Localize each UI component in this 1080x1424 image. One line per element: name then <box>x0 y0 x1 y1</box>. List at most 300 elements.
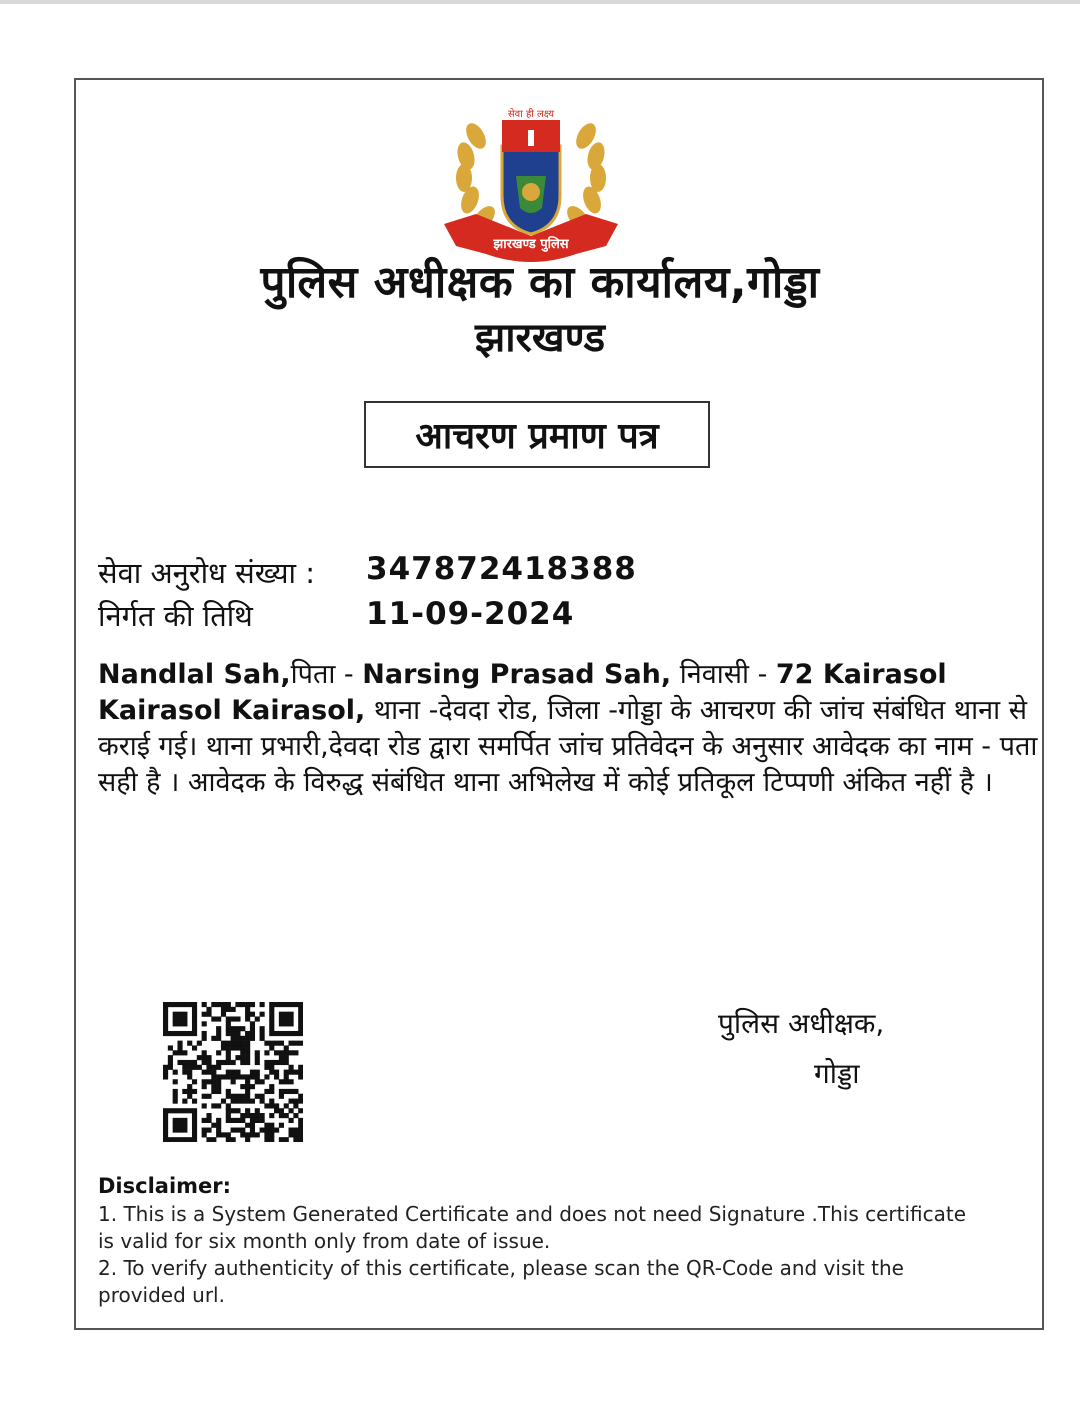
qr-module <box>173 1137 178 1142</box>
qr-module <box>202 1128 207 1133</box>
qr-module <box>279 1050 284 1055</box>
qr-module <box>274 1041 279 1046</box>
qr-module <box>264 1128 269 1133</box>
qr-module <box>293 1128 298 1133</box>
qr-module <box>284 1016 289 1021</box>
qr-module <box>192 1012 197 1017</box>
qr-module <box>182 1016 187 1021</box>
qr-module <box>250 1113 255 1118</box>
qr-module <box>187 1065 192 1070</box>
qr-module <box>221 1074 226 1079</box>
qr-module <box>284 1045 289 1050</box>
qr-module <box>202 1079 207 1084</box>
qr-module <box>255 1094 260 1099</box>
qr-module <box>240 1026 245 1031</box>
qr-module <box>226 1060 231 1065</box>
qr-module <box>211 1089 216 1094</box>
qr-module <box>274 1074 279 1079</box>
qr-module <box>284 1060 289 1065</box>
qr-module <box>226 1021 231 1026</box>
qr-module <box>182 1012 187 1017</box>
qr-module <box>173 1021 178 1026</box>
qr-module <box>235 1031 240 1036</box>
qr-module <box>182 1099 187 1104</box>
qr-module <box>260 1002 265 1007</box>
office-state: झारखण्ड <box>474 315 606 361</box>
qr-module <box>177 1108 182 1113</box>
qr-module <box>269 1060 274 1065</box>
qr-module <box>211 1065 216 1070</box>
qr-module <box>211 1123 216 1128</box>
qr-module <box>260 1026 265 1031</box>
qr-module <box>187 1041 192 1046</box>
qr-module <box>269 1002 274 1007</box>
qr-module <box>240 1045 245 1050</box>
qr-module <box>173 1099 178 1104</box>
qr-module <box>226 1031 231 1036</box>
qr-module <box>235 1128 240 1133</box>
qr-module <box>298 1021 303 1026</box>
qr-module <box>255 1050 260 1055</box>
qr-module <box>226 1045 231 1050</box>
qr-module <box>226 1002 231 1007</box>
qr-module <box>250 1002 255 1007</box>
qr-module <box>240 1050 245 1055</box>
qr-module <box>192 1045 197 1050</box>
qr-module <box>279 1012 284 1017</box>
qr-module <box>274 1031 279 1036</box>
qr-module <box>231 1108 236 1113</box>
qr-module <box>245 1055 250 1060</box>
qr-module <box>269 1031 274 1036</box>
qr-module <box>182 1118 187 1123</box>
qr-module <box>255 1079 260 1084</box>
qr-module <box>264 1060 269 1065</box>
qr-module <box>255 1060 260 1065</box>
qr-module <box>211 1103 216 1108</box>
qr-module <box>168 1060 173 1065</box>
qr-module <box>173 1016 178 1021</box>
qr-module <box>206 1012 211 1017</box>
qr-module <box>187 1137 192 1142</box>
qr-module <box>279 1055 284 1060</box>
qr-module <box>192 1065 197 1070</box>
qr-module <box>187 1094 192 1099</box>
qr-module <box>216 1016 221 1021</box>
qr-module <box>264 1103 269 1108</box>
qr-module <box>206 1070 211 1075</box>
qr-module <box>255 1118 260 1123</box>
qr-module <box>284 1055 289 1060</box>
qr-module <box>211 1137 216 1142</box>
qr-module <box>192 1128 197 1133</box>
qr-module <box>250 1012 255 1017</box>
qr-module <box>168 1137 173 1142</box>
qr-module <box>274 1128 279 1133</box>
qr-module <box>206 1128 211 1133</box>
qr-module <box>250 1132 255 1137</box>
qr-module <box>231 1036 236 1041</box>
qr-module <box>202 1012 207 1017</box>
qr-module <box>226 1132 231 1137</box>
qr-module <box>274 1108 279 1113</box>
qr-module <box>240 1041 245 1046</box>
qr-module <box>216 1050 221 1055</box>
qr-module <box>269 1016 274 1021</box>
qr-module <box>231 1094 236 1099</box>
father-name: Narsing Prasad Sah, <box>362 659 672 690</box>
qr-module <box>168 1045 173 1050</box>
qr-module <box>245 1016 250 1021</box>
qr-module <box>289 1016 294 1021</box>
qr-module <box>245 1099 250 1104</box>
qr-module <box>298 1137 303 1142</box>
qr-module <box>245 1002 250 1007</box>
qr-module <box>279 1137 284 1142</box>
qr-module <box>216 1026 221 1031</box>
qr-module <box>293 1137 298 1142</box>
qr-module <box>284 1074 289 1079</box>
qr-module <box>211 1002 216 1007</box>
qr-module <box>182 1050 187 1055</box>
qr-module <box>177 1050 182 1055</box>
qr-module <box>245 1041 250 1046</box>
qr-module <box>250 1118 255 1123</box>
qr-module <box>226 1007 231 1012</box>
qr-module <box>235 1094 240 1099</box>
qr-module <box>231 1118 236 1123</box>
qr-module <box>206 1094 211 1099</box>
qr-code <box>163 1002 303 1142</box>
qr-module <box>279 1021 284 1026</box>
qr-module <box>255 1074 260 1079</box>
request-number-label: सेवा अनुरोध संख्या : <box>98 556 316 590</box>
qr-module <box>298 1031 303 1036</box>
qr-module <box>298 1128 303 1133</box>
qr-module <box>182 1070 187 1075</box>
qr-module <box>269 1113 274 1118</box>
qr-module <box>250 1099 255 1104</box>
qr-module <box>216 1084 221 1089</box>
qr-module <box>202 1103 207 1108</box>
qr-module <box>250 1074 255 1079</box>
qr-module <box>298 1123 303 1128</box>
qr-module <box>264 1065 269 1070</box>
qr-module <box>298 1108 303 1113</box>
qr-module <box>235 1002 240 1007</box>
qr-module <box>187 1084 192 1089</box>
qr-module <box>245 1094 250 1099</box>
qr-module <box>163 1123 168 1128</box>
qr-module <box>163 1128 168 1133</box>
qr-module <box>255 1055 260 1060</box>
certificate-body <box>98 657 1038 801</box>
qr-module <box>279 1108 284 1113</box>
qr-module <box>269 1089 274 1094</box>
qr-module <box>182 1108 187 1113</box>
qr-module <box>206 1113 211 1118</box>
qr-module <box>279 1016 284 1021</box>
qr-module <box>202 1055 207 1060</box>
qr-module <box>235 1016 240 1021</box>
qr-module <box>235 1041 240 1046</box>
qr-module <box>245 1036 250 1041</box>
qr-module <box>245 1108 250 1113</box>
qr-module <box>293 1089 298 1094</box>
qr-module <box>163 1070 168 1075</box>
qr-module <box>226 1041 231 1046</box>
qr-module <box>284 1089 289 1094</box>
qr-module <box>187 1074 192 1079</box>
qr-module <box>289 1050 294 1055</box>
qr-module <box>163 1074 168 1079</box>
qr-module <box>202 1060 207 1065</box>
qr-module <box>163 1118 168 1123</box>
qr-module <box>192 1118 197 1123</box>
qr-module <box>293 1103 298 1108</box>
qr-module <box>226 1103 231 1108</box>
qr-module <box>235 1036 240 1041</box>
qr-module <box>269 1065 274 1070</box>
qr-module <box>293 1099 298 1104</box>
qr-module <box>211 1036 216 1041</box>
qr-module <box>269 1045 274 1050</box>
qr-module <box>216 1103 221 1108</box>
qr-module <box>202 1002 207 1007</box>
qr-module <box>269 1041 274 1046</box>
qr-module <box>289 1108 294 1113</box>
qr-module <box>245 1012 250 1017</box>
qr-module <box>221 1045 226 1050</box>
qr-module <box>202 1118 207 1123</box>
qr-module <box>274 1103 279 1108</box>
applicant-name: Nandlal Sah, <box>98 659 291 690</box>
qr-module <box>231 1074 236 1079</box>
qr-module <box>289 1128 294 1133</box>
qr-module <box>192 1031 197 1036</box>
qr-module <box>202 1031 207 1036</box>
qr-module <box>240 1118 245 1123</box>
qr-module <box>182 1065 187 1070</box>
qr-module <box>173 1094 178 1099</box>
qr-module <box>192 1002 197 1007</box>
qr-module <box>235 1070 240 1075</box>
qr-module <box>177 1041 182 1046</box>
qr-module <box>192 1089 197 1094</box>
qr-module <box>231 1070 236 1075</box>
qr-module <box>289 1012 294 1017</box>
qr-module <box>211 1070 216 1075</box>
qr-module <box>211 1074 216 1079</box>
qr-module <box>298 1118 303 1123</box>
qr-module <box>255 1108 260 1113</box>
qr-module <box>245 1089 250 1094</box>
qr-module <box>206 1007 211 1012</box>
qr-module <box>269 1070 274 1075</box>
issue-date-value: 11-09-2024 <box>366 596 575 632</box>
qr-module <box>226 1070 231 1075</box>
qr-module <box>269 1137 274 1142</box>
qr-module <box>260 1118 265 1123</box>
qr-module <box>289 1070 294 1075</box>
qr-module <box>192 1016 197 1021</box>
qr-module <box>260 1036 265 1041</box>
qr-module <box>211 1016 216 1021</box>
qr-module <box>226 1074 231 1079</box>
qr-module <box>192 1021 197 1026</box>
qr-module <box>177 1123 182 1128</box>
qr-module <box>250 1031 255 1036</box>
qr-module <box>226 1016 231 1021</box>
qr-module <box>221 1099 226 1104</box>
qr-module <box>206 1137 211 1142</box>
qr-module <box>221 1132 226 1137</box>
qr-module <box>284 1050 289 1055</box>
qr-module <box>269 1084 274 1089</box>
qr-module <box>284 1113 289 1118</box>
qr-module <box>226 1108 231 1113</box>
qr-module <box>163 1021 168 1026</box>
qr-module <box>163 1113 168 1118</box>
qr-module <box>289 1118 294 1123</box>
body-statement: थाना -देवदा रोड, जिला -गोड्डा के आचरण की जांच संबंधित थाना से कराई गई। थाना प्रभारी,देवदा रोड द्वारा समर्पित जांच प्रतिवेदन के अनुसार आवेदक का नाम - पता सही है । आवेदक के विरुद्ध संबंधित थाना अभिलेख में कोई प्रतिकूल टिप्पणी अंकित नहीं है । <box>98 695 1038 798</box>
qr-module <box>226 1094 231 1099</box>
qr-module <box>226 1118 231 1123</box>
qr-module <box>216 1031 221 1036</box>
qr-module <box>231 1041 236 1046</box>
qr-module <box>264 1074 269 1079</box>
qr-module <box>187 1031 192 1036</box>
qr-module <box>163 1108 168 1113</box>
qr-module <box>245 1084 250 1089</box>
qr-module <box>289 1002 294 1007</box>
qr-module <box>231 1016 236 1021</box>
qr-module <box>221 1002 226 1007</box>
qr-module <box>269 1128 274 1133</box>
qr-module <box>182 1089 187 1094</box>
certificate-title: आचरण प्रमाण पत्र <box>415 416 659 457</box>
qr-module <box>216 1128 221 1133</box>
qr-module <box>284 1079 289 1084</box>
qr-module <box>231 1060 236 1065</box>
qr-module <box>221 1041 226 1046</box>
qr-module <box>293 1070 298 1075</box>
qr-module <box>177 1045 182 1050</box>
qr-module <box>250 1070 255 1075</box>
qr-module <box>269 1132 274 1137</box>
qr-module <box>289 1099 294 1104</box>
qr-module <box>206 1055 211 1060</box>
qr-module <box>264 1123 269 1128</box>
qr-module <box>226 1113 231 1118</box>
qr-module <box>168 1108 173 1113</box>
qr-module <box>260 1079 265 1084</box>
qr-module <box>163 1016 168 1021</box>
qr-module <box>260 1094 265 1099</box>
qr-module <box>279 1089 284 1094</box>
qr-module <box>231 1137 236 1142</box>
qr-module <box>264 1050 269 1055</box>
qr-module <box>245 1045 250 1050</box>
qr-module <box>197 1041 202 1046</box>
qr-module <box>163 1065 168 1070</box>
qr-module <box>240 1084 245 1089</box>
qr-module <box>289 1089 294 1094</box>
qr-module <box>260 1031 265 1036</box>
qr-module <box>235 1026 240 1031</box>
qr-module <box>187 1108 192 1113</box>
qr-module <box>192 1026 197 1031</box>
qr-module <box>245 1074 250 1079</box>
qr-module <box>211 1084 216 1089</box>
qr-module <box>182 1137 187 1142</box>
qr-module <box>182 1123 187 1128</box>
qr-module <box>269 1007 274 1012</box>
qr-module <box>250 1021 255 1026</box>
qr-module <box>202 1050 207 1055</box>
qr-module <box>255 1113 260 1118</box>
request-number-value: 347872418388 <box>366 551 637 587</box>
qr-module <box>173 1070 178 1075</box>
qr-module <box>221 1012 226 1017</box>
qr-module <box>250 1036 255 1041</box>
qr-module <box>298 1094 303 1099</box>
qr-module <box>202 1021 207 1026</box>
qr-module <box>187 1060 192 1065</box>
qr-module <box>216 1065 221 1070</box>
qr-module <box>269 1021 274 1026</box>
qr-module <box>264 1089 269 1094</box>
qr-module <box>192 1132 197 1137</box>
qr-module <box>221 1007 226 1012</box>
qr-module <box>298 1070 303 1075</box>
qr-module <box>298 1026 303 1031</box>
qr-module <box>168 1055 173 1060</box>
qr-module <box>235 1099 240 1104</box>
office-title: पुलिस अधीक्षक का कार्यालय,गोड्डा <box>260 257 820 308</box>
qr-module <box>284 1002 289 1007</box>
qr-module <box>284 1012 289 1017</box>
qr-module <box>163 1002 168 1007</box>
qr-module <box>192 1079 197 1084</box>
qr-module <box>264 1137 269 1142</box>
qr-module <box>240 1099 245 1104</box>
qr-module <box>177 1002 182 1007</box>
qr-module <box>240 1113 245 1118</box>
resident-label: निवासी - <box>671 659 776 690</box>
qr-module <box>163 1007 168 1012</box>
qr-module <box>279 1031 284 1036</box>
qr-module <box>279 1113 284 1118</box>
qr-module <box>192 1060 197 1065</box>
certificate-title-box <box>364 401 710 468</box>
qr-module <box>177 1021 182 1026</box>
qr-module <box>177 1016 182 1021</box>
qr-module <box>274 1070 279 1075</box>
qr-module <box>260 1099 265 1104</box>
qr-module <box>231 1026 236 1031</box>
qr-module <box>289 1031 294 1036</box>
qr-module <box>245 1031 250 1036</box>
qr-module <box>206 1060 211 1065</box>
qr-module <box>245 1113 250 1118</box>
qr-module <box>177 1118 182 1123</box>
logo-motto: सेवा ही लक्ष्य <box>507 109 555 120</box>
qr-module <box>269 1099 274 1104</box>
qr-module <box>298 1074 303 1079</box>
qr-module <box>298 1041 303 1046</box>
qr-module <box>192 1137 197 1142</box>
